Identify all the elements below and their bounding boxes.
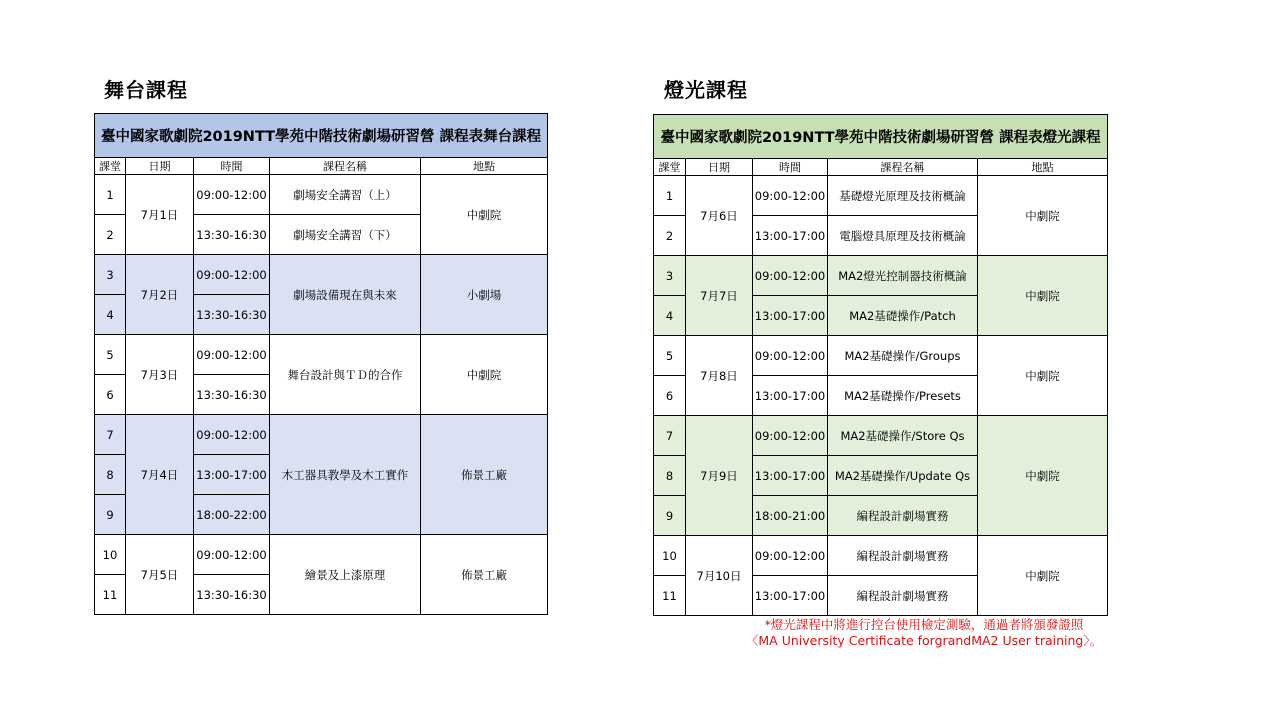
table-row xyxy=(95,535,548,575)
time-cell: 13:30-16:30 xyxy=(194,215,270,255)
time-cell: 09:00-12:00 xyxy=(194,255,270,295)
session-number: 5 xyxy=(654,336,686,376)
course-cell: 木工器具教學及木工實作 xyxy=(270,415,421,535)
time-cell: 13:00-17:00 xyxy=(753,576,828,616)
table-row xyxy=(654,536,1108,576)
date-cell: 7月2日 xyxy=(126,255,194,335)
time-cell: 13:30-16:30 xyxy=(194,375,270,415)
time-cell: 09:00-12:00 xyxy=(194,535,270,575)
session-number: 4 xyxy=(654,296,686,336)
table-row xyxy=(654,176,1108,216)
time-cell: 13:30-16:30 xyxy=(194,575,270,615)
course-cell: 編程設計劇場實務 xyxy=(828,496,978,536)
table-row xyxy=(95,335,548,375)
header-course: 課程名稱 xyxy=(828,159,978,176)
date-cell: 7月1日 xyxy=(126,175,194,255)
session-number: 9 xyxy=(95,495,126,535)
header-date: 日期 xyxy=(126,158,194,175)
time-cell: 13:00-17:00 xyxy=(753,376,828,416)
course-cell: MA2基礎操作/Groups xyxy=(828,336,978,376)
date-cell: 7月5日 xyxy=(126,535,194,615)
date-cell: 7月10日 xyxy=(686,536,753,616)
course-cell: 劇場安全講習（上） xyxy=(270,175,421,215)
header-session: 課堂 xyxy=(95,158,126,175)
location-cell: 中劇院 xyxy=(421,175,548,255)
time-cell: 13:00-17:00 xyxy=(753,216,828,256)
location-cell: 中劇院 xyxy=(978,176,1108,256)
course-cell: 劇場安全講習（下） xyxy=(270,215,421,255)
time-cell: 09:00-12:00 xyxy=(753,256,828,296)
stage-section-title: 舞台課程 xyxy=(104,78,188,102)
table-header-row xyxy=(95,158,548,175)
time-cell: 18:00-22:00 xyxy=(194,495,270,535)
date-cell: 7月7日 xyxy=(686,256,753,336)
certification-note-detail: 〈MA University Certificate forgrandMA2 User training〉。 xyxy=(745,633,1103,648)
time-cell: 13:30-16:30 xyxy=(194,295,270,335)
time-cell: 13:00-17:00 xyxy=(753,296,828,336)
session-number: 7 xyxy=(95,415,126,455)
session-number: 10 xyxy=(95,535,126,575)
lighting-table-caption: 臺中國家歌劇院2019NTT學苑中階技術劇場研習營 課程表燈光課程 xyxy=(654,115,1108,159)
session-number: 4 xyxy=(95,295,126,335)
table-row xyxy=(654,416,1108,456)
location-cell: 中劇院 xyxy=(978,256,1108,336)
session-number: 2 xyxy=(654,216,686,256)
time-cell: 09:00-12:00 xyxy=(753,336,828,376)
session-number: 7 xyxy=(654,416,686,456)
certification-note: *燈光課程中將進行控台使用檢定測驗，通過者將頒發證照 xyxy=(764,617,1084,632)
table-row xyxy=(654,336,1108,376)
table-row xyxy=(95,415,548,455)
session-number: 5 xyxy=(95,335,126,375)
session-number: 11 xyxy=(95,575,126,615)
header-session: 課堂 xyxy=(654,159,686,176)
course-cell: 電腦燈具原理及技術概論 xyxy=(828,216,978,256)
session-number: 1 xyxy=(95,175,126,215)
table-row xyxy=(95,255,548,295)
course-cell: 基礎燈光原理及技術概論 xyxy=(828,176,978,216)
location-cell: 佈景工廠 xyxy=(421,415,548,535)
session-number: 9 xyxy=(654,496,686,536)
session-number: 6 xyxy=(654,376,686,416)
time-cell: 09:00-12:00 xyxy=(753,416,828,456)
course-cell: MA2基礎操作/Patch xyxy=(828,296,978,336)
session-number: 10 xyxy=(654,536,686,576)
course-cell: 劇場設備現在與未來 xyxy=(270,255,421,335)
course-cell: MA2基礎操作/Presets xyxy=(828,376,978,416)
course-cell: 編程設計劇場實務 xyxy=(828,576,978,616)
course-cell: 舞台設計與ＴＤ的合作 xyxy=(270,335,421,415)
location-cell: 中劇院 xyxy=(978,536,1108,616)
time-cell: 18:00-21:00 xyxy=(753,496,828,536)
time-cell: 09:00-12:00 xyxy=(194,175,270,215)
location-cell: 佈景工廠 xyxy=(421,535,548,615)
date-cell: 7月8日 xyxy=(686,336,753,416)
time-cell: 13:00-17:00 xyxy=(194,455,270,495)
course-cell: MA2基礎操作/Store Qs xyxy=(828,416,978,456)
header-course: 課程名稱 xyxy=(270,158,421,175)
header-time: 時間 xyxy=(753,159,828,176)
location-cell: 中劇院 xyxy=(978,336,1108,416)
course-cell: MA2基礎操作/Update Qs xyxy=(828,456,978,496)
table-header-row xyxy=(654,159,1108,176)
location-cell: 小劇場 xyxy=(421,255,548,335)
course-cell: 繪景及上漆原理 xyxy=(270,535,421,615)
header-location: 地點 xyxy=(421,158,548,175)
session-number: 11 xyxy=(654,576,686,616)
session-number: 3 xyxy=(654,256,686,296)
session-number: 2 xyxy=(95,215,126,255)
time-cell: 09:00-12:00 xyxy=(753,536,828,576)
session-number: 8 xyxy=(654,456,686,496)
date-cell: 7月9日 xyxy=(686,416,753,536)
location-cell: 中劇院 xyxy=(421,335,548,415)
session-number: 3 xyxy=(95,255,126,295)
time-cell: 09:00-12:00 xyxy=(194,415,270,455)
time-cell: 09:00-12:00 xyxy=(753,176,828,216)
course-cell: 編程設計劇場實務 xyxy=(828,536,978,576)
stage-schedule-table xyxy=(94,113,548,615)
lighting-schedule-table xyxy=(653,114,1108,616)
date-cell: 7月6日 xyxy=(686,176,753,256)
time-cell: 09:00-12:00 xyxy=(194,335,270,375)
session-number: 1 xyxy=(654,176,686,216)
time-cell: 13:00-17:00 xyxy=(753,456,828,496)
date-cell: 7月3日 xyxy=(126,335,194,415)
location-cell: 中劇院 xyxy=(978,416,1108,536)
stage-table-caption: 臺中國家歌劇院2019NTT學苑中階技術劇場研習營 課程表舞台課程 xyxy=(95,114,548,158)
session-number: 8 xyxy=(95,455,126,495)
header-location: 地點 xyxy=(978,159,1108,176)
table-row xyxy=(95,175,548,215)
course-cell: MA2燈光控制器技術概論 xyxy=(828,256,978,296)
date-cell: 7月4日 xyxy=(126,415,194,535)
session-number: 6 xyxy=(95,375,126,415)
table-row xyxy=(654,256,1108,296)
lighting-section-title: 燈光課程 xyxy=(664,78,748,102)
header-time: 時間 xyxy=(194,158,270,175)
header-date: 日期 xyxy=(686,159,753,176)
